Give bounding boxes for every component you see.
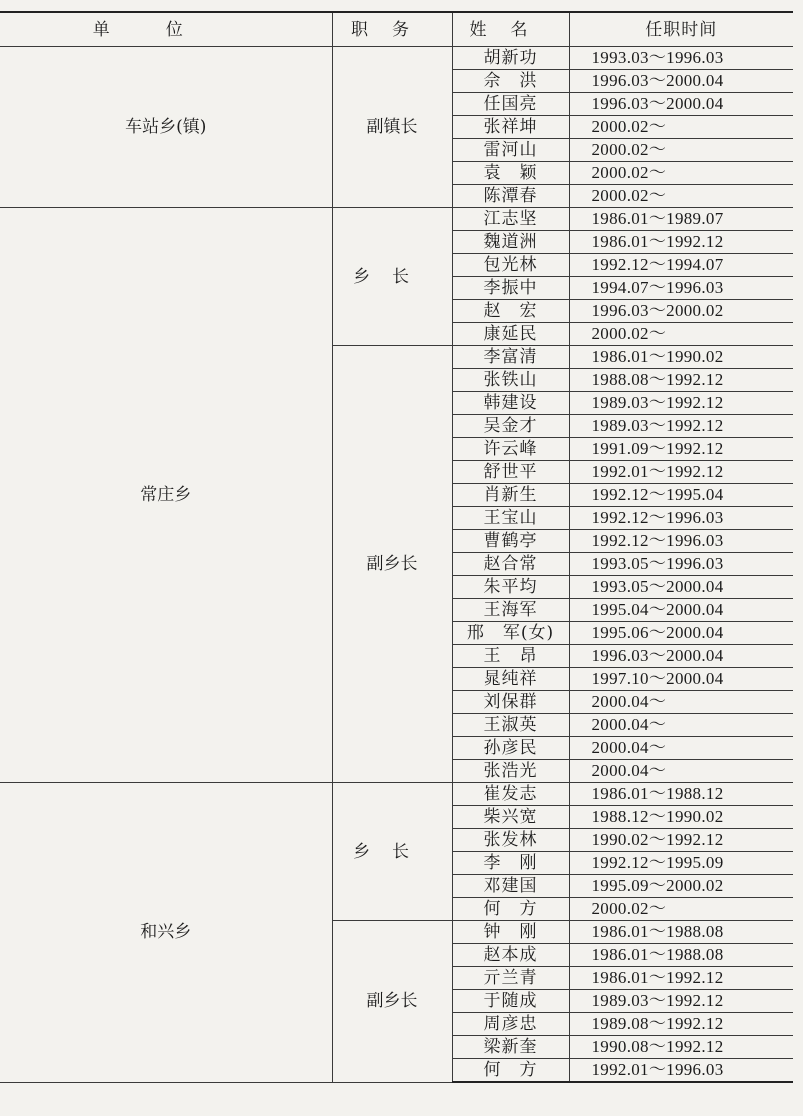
term-cell: 1992.12～1995.09 xyxy=(569,852,793,875)
post-cell: 副镇长 xyxy=(332,47,452,208)
term-cell: 1986.01～1988.12 xyxy=(569,783,793,806)
name-cell: 何 方 xyxy=(452,1059,569,1083)
term-cell: 1986.01～1992.12 xyxy=(569,231,793,254)
term-cell: 1993.05～2000.04 xyxy=(569,576,793,599)
name-cell: 梁新奎 xyxy=(452,1036,569,1059)
name-cell: 李 刚 xyxy=(452,852,569,875)
header-unit: 单位 xyxy=(0,12,332,47)
name-cell: 孙彦民 xyxy=(452,737,569,760)
table-row xyxy=(0,208,793,231)
name-cell: 江志坚 xyxy=(452,208,569,231)
unit-cell: 车站乡(镇) xyxy=(0,47,332,208)
post-cell: 副乡长 xyxy=(332,921,452,1083)
name-cell: 周彦忠 xyxy=(452,1013,569,1036)
term-cell: 2000.02～ xyxy=(569,185,793,208)
post-cell: 乡长 xyxy=(332,783,452,921)
name-cell: 任国亮 xyxy=(452,93,569,116)
term-cell: 1992.12～1994.07 xyxy=(569,254,793,277)
name-cell: 张铁山 xyxy=(452,369,569,392)
name-cell: 肖新生 xyxy=(452,484,569,507)
term-cell: 1991.09～1992.12 xyxy=(569,438,793,461)
term-cell: 1986.01～1990.02 xyxy=(569,346,793,369)
name-cell: 赵本成 xyxy=(452,944,569,967)
term-cell: 1993.03～1996.03 xyxy=(569,47,793,70)
term-cell: 1992.12～1995.04 xyxy=(569,484,793,507)
header-name: 姓名 xyxy=(452,12,569,47)
name-cell: 于随成 xyxy=(452,990,569,1013)
table-row xyxy=(0,783,793,806)
name-cell: 张发林 xyxy=(452,829,569,852)
name-cell: 袁 颖 xyxy=(452,162,569,185)
name-cell: 李富清 xyxy=(452,346,569,369)
post-cell: 副乡长 xyxy=(332,346,452,783)
header-term: 任职时间 xyxy=(569,12,793,47)
term-cell: 1990.02～1992.12 xyxy=(569,829,793,852)
name-cell: 何 方 xyxy=(452,898,569,921)
term-cell: 1996.03～2000.04 xyxy=(569,645,793,668)
term-cell: 1995.04～2000.04 xyxy=(569,599,793,622)
post-cell: 乡长 xyxy=(332,208,452,346)
name-cell: 张浩光 xyxy=(452,760,569,783)
name-cell: 康延民 xyxy=(452,323,569,346)
table-header-row xyxy=(0,12,793,47)
term-cell: 1994.07～1996.03 xyxy=(569,277,793,300)
table-row xyxy=(0,47,793,70)
name-cell: 许云峰 xyxy=(452,438,569,461)
term-cell: 1989.03～1992.12 xyxy=(569,392,793,415)
name-cell: 崔发志 xyxy=(452,783,569,806)
name-cell: 包光林 xyxy=(452,254,569,277)
name-cell: 刘保群 xyxy=(452,691,569,714)
name-cell: 雷河山 xyxy=(452,139,569,162)
term-cell: 1986.01～1988.08 xyxy=(569,944,793,967)
name-cell: 赵 宏 xyxy=(452,300,569,323)
term-cell: 2000.02～ xyxy=(569,139,793,162)
name-cell: 韩建设 xyxy=(452,392,569,415)
name-cell: 亓兰青 xyxy=(452,967,569,990)
term-cell: 1996.03～2000.02 xyxy=(569,300,793,323)
term-cell: 1990.08～1992.12 xyxy=(569,1036,793,1059)
term-cell: 1996.03～2000.04 xyxy=(569,93,793,116)
name-cell: 舒世平 xyxy=(452,461,569,484)
term-cell: 2000.02～ xyxy=(569,162,793,185)
name-cell: 李振中 xyxy=(452,277,569,300)
name-cell: 佘 洪 xyxy=(452,70,569,93)
name-cell: 吴金才 xyxy=(452,415,569,438)
term-cell: 2000.02～ xyxy=(569,116,793,139)
term-cell: 1995.09～2000.02 xyxy=(569,875,793,898)
term-cell: 1992.12～1996.03 xyxy=(569,530,793,553)
term-cell: 1989.08～1992.12 xyxy=(569,1013,793,1036)
unit-cell: 和兴乡 xyxy=(0,783,332,1083)
table-body xyxy=(0,12,793,1082)
term-cell: 1988.08～1992.12 xyxy=(569,369,793,392)
header-post: 职务 xyxy=(332,12,452,47)
name-cell: 王宝山 xyxy=(452,507,569,530)
term-cell: 2000.04～ xyxy=(569,714,793,737)
term-cell: 1992.01～1996.03 xyxy=(569,1059,793,1083)
name-cell: 柴兴宽 xyxy=(452,806,569,829)
unit-cell: 常庄乡 xyxy=(0,208,332,783)
term-cell: 1986.01～1989.07 xyxy=(569,208,793,231)
name-cell: 晁纯祥 xyxy=(452,668,569,691)
term-cell: 2000.04～ xyxy=(569,760,793,783)
term-cell: 1989.03～1992.12 xyxy=(569,415,793,438)
name-cell: 王 昂 xyxy=(452,645,569,668)
term-cell: 2000.02～ xyxy=(569,323,793,346)
term-cell: 1997.10～2000.04 xyxy=(569,668,793,691)
name-cell: 王淑英 xyxy=(452,714,569,737)
name-cell: 朱平均 xyxy=(452,576,569,599)
name-cell: 曹鹤亭 xyxy=(452,530,569,553)
name-cell: 陈潭春 xyxy=(452,185,569,208)
name-cell: 张祥坤 xyxy=(452,116,569,139)
term-cell: 1992.01～1992.12 xyxy=(569,461,793,484)
name-cell: 王海军 xyxy=(452,599,569,622)
name-cell: 胡新功 xyxy=(452,47,569,70)
term-cell: 1986.01～1992.12 xyxy=(569,967,793,990)
term-cell: 1988.12～1990.02 xyxy=(569,806,793,829)
term-cell: 2000.02～ xyxy=(569,898,793,921)
name-cell: 钟 刚 xyxy=(452,921,569,944)
term-cell: 1996.03～2000.04 xyxy=(569,70,793,93)
term-cell: 2000.04～ xyxy=(569,691,793,714)
name-cell: 邢 军(女) xyxy=(452,622,569,645)
term-cell: 1995.06～2000.04 xyxy=(569,622,793,645)
personnel-table xyxy=(0,11,793,1083)
term-cell: 1986.01～1988.08 xyxy=(569,921,793,944)
name-cell: 赵合常 xyxy=(452,553,569,576)
term-cell: 2000.04～ xyxy=(569,737,793,760)
term-cell: 1992.12～1996.03 xyxy=(569,507,793,530)
term-cell: 1993.05～1996.03 xyxy=(569,553,793,576)
name-cell: 邓建国 xyxy=(452,875,569,898)
term-cell: 1989.03～1992.12 xyxy=(569,990,793,1013)
name-cell: 魏道洲 xyxy=(452,231,569,254)
